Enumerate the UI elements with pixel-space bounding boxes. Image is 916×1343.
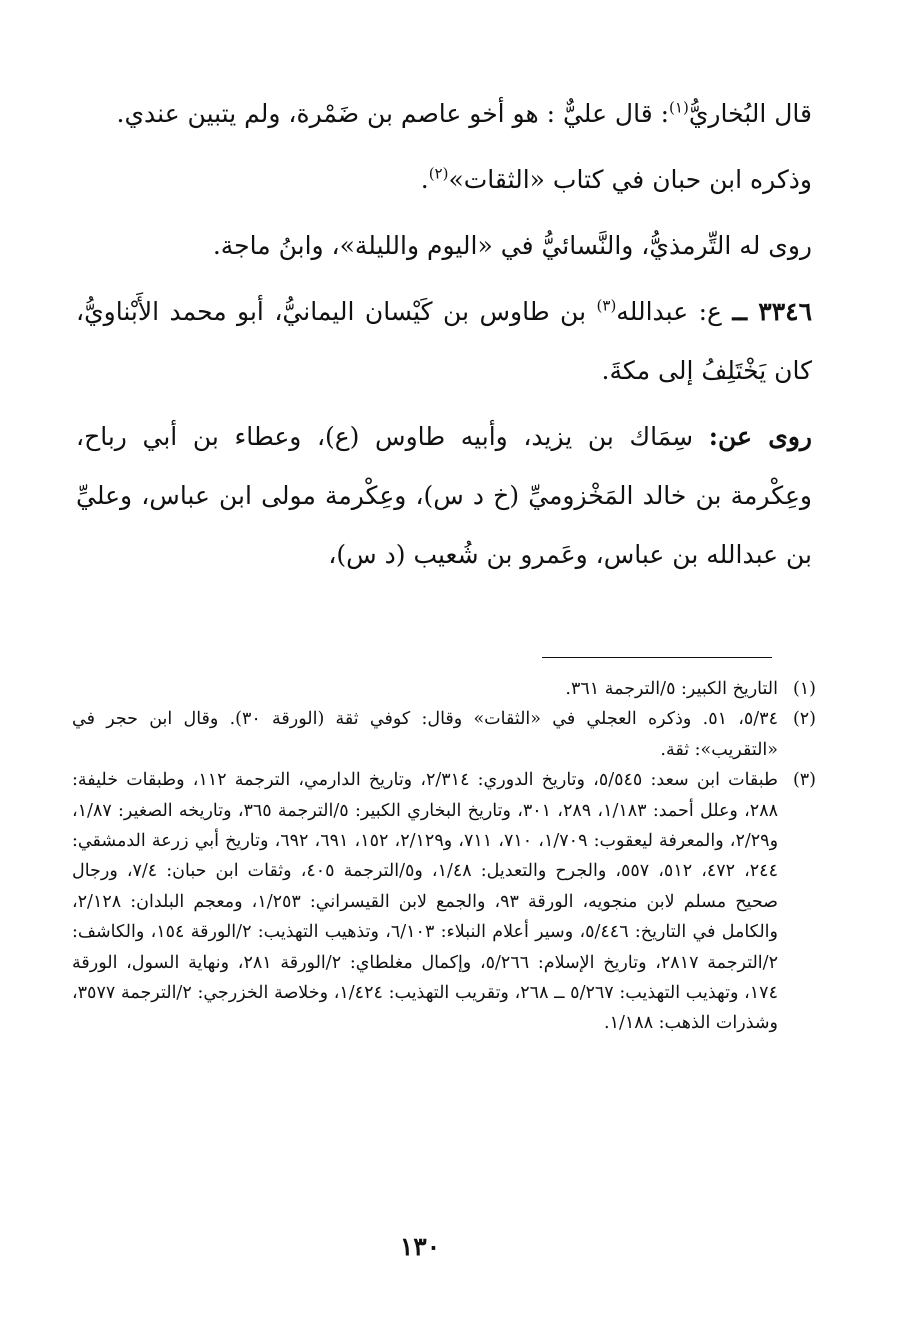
- main-text: [76, 84, 812, 584]
- footnote-number: (١): [792, 679, 816, 699]
- footnote-item: [72, 765, 816, 1039]
- entry-name: ع: عبدالله: [616, 297, 722, 326]
- paragraph-ibn-hibban: [76, 150, 812, 209]
- paragraph-bukhari: [76, 84, 812, 143]
- page-number: ١٣٠: [399, 1232, 441, 1261]
- footnotes: [72, 674, 816, 1039]
- footnote-number: (٣): [792, 770, 816, 791]
- entry-number: ٣٣٤٦ ــ: [732, 297, 812, 326]
- footnote-item: [72, 704, 816, 765]
- paragraph-riwaya: [76, 407, 812, 584]
- footnote-divider: [542, 657, 772, 658]
- footnote-ref-2[interactable]: (٢): [428, 164, 449, 183]
- paragraph-text: : قال عليٌّ : هو أخو عاصم بن ضَمْرة، ولم يتبين عندي.: [116, 99, 670, 128]
- riwaya-text: سِمَاك بن يزيد، وأبيه طاوس (ع)، وعطاء بن أبي رباح، وعِكْرمة بن خالد المَخْزوميِّ (خ د س)، وعِكْرمة مولى ابن عباس، وعليِّ بن عبدالله بن عباس، وعَمرو بن شُعيب (د س)،: [76, 422, 812, 569]
- entry-heading: [76, 282, 812, 400]
- paragraph-text: .: [420, 165, 429, 194]
- footnote-ref-3[interactable]: (٣): [596, 296, 617, 315]
- paragraph-text: وذكره ابن حبان في كتاب «الثقات»: [448, 165, 812, 194]
- footnote-text: التاريخ الكبير: ٥/الترجمة ٣٦١.: [565, 679, 778, 699]
- riwaya-label: روى عن:: [708, 422, 813, 451]
- entry-text: بن طاوس بن كَيْسان اليمانيُّ، أبو محمد الأَبْناويُّ، كان يَخْتَلِفُ إلى مكةَ.: [76, 297, 812, 385]
- footnote-text: طبقات ابن سعد: ٥/٥٤٥، وتاريخ الدوري: ٢/٣١٤، وتاريخ الدارمي، الترجمة ١١٢، وطبقات خليفة: ٢٨٨، وعلل أحمد: ١/١٨٣، ٢٨٩، ٣٠١، وتاريخ البخاري الكبير: ٥/الترجمة ٣٦٥، وتاريخه الصغير: ١/٨٧، و٢/٢٩، والمعرفة ليعقوب: ١/٧٠٩، ٧١٠، ٧١١، و٢/١٢٩، ١٥٢، ٦٩١، ٦٩٢، وتاريخ أبي زرعة الدمشقي: ٢٤٤، ٤٧٢، ٥١٢، ٥٥٧، والجرح والتعديل: ١/٤٨، و٥/الترجمة ٤٠٥، وثقات ابن حبان: ٧/٤، ورجال صحيح مسلم لابن منجويه، الورقة ٩٣، والجمع لابن القيسراني: ١/٢٥٣، ومعجم البلدان: ٢/١٢٨، والكامل في التاريخ: ٥/٤٤٦، وسير أعلام النبلاء: ٦/١٠٣، وتذهيب التهذيب: ٢/الورقة ١٥٤، والكاشف: ٢/الترجمة ٢٨١٧، وتاريخ الإسلام: ٥/٢٦٦، وإكمال مغلطاي: ٢/الورقة ٢٨١، ونهاية السول، الورقة ١٧٤، وتهذيب التهذيب: ٥/٢٦٧ ــ ٢٦٨، وتقريب التهذيب: ١/٤٢٤، وخلاصة الخزرجي: ٢/الترجمة ٣٥٧٧، وشذرات الذهب: ١/١٨٨.: [72, 770, 779, 1034]
- footnote-text: ٥/٣٤، ٥١. وذكره العجلي في «الثقات» وقال: كوفي ثقة (الورقة ٣٠). وقال ابن حجر في «التقريب»: ثقة.: [72, 709, 778, 760]
- footnote-ref-1[interactable]: (١): [669, 98, 689, 117]
- footnote-number: (٢): [792, 709, 816, 730]
- paragraph-rawa-lahu: روى له التِّرمذيُّ، والنَّسائيُّ في «اليوم والليلة»، وابنُ ماجة.: [212, 231, 812, 260]
- footnote-item: [72, 674, 816, 704]
- paragraph-text: قال البُخاريُّ: [688, 99, 812, 128]
